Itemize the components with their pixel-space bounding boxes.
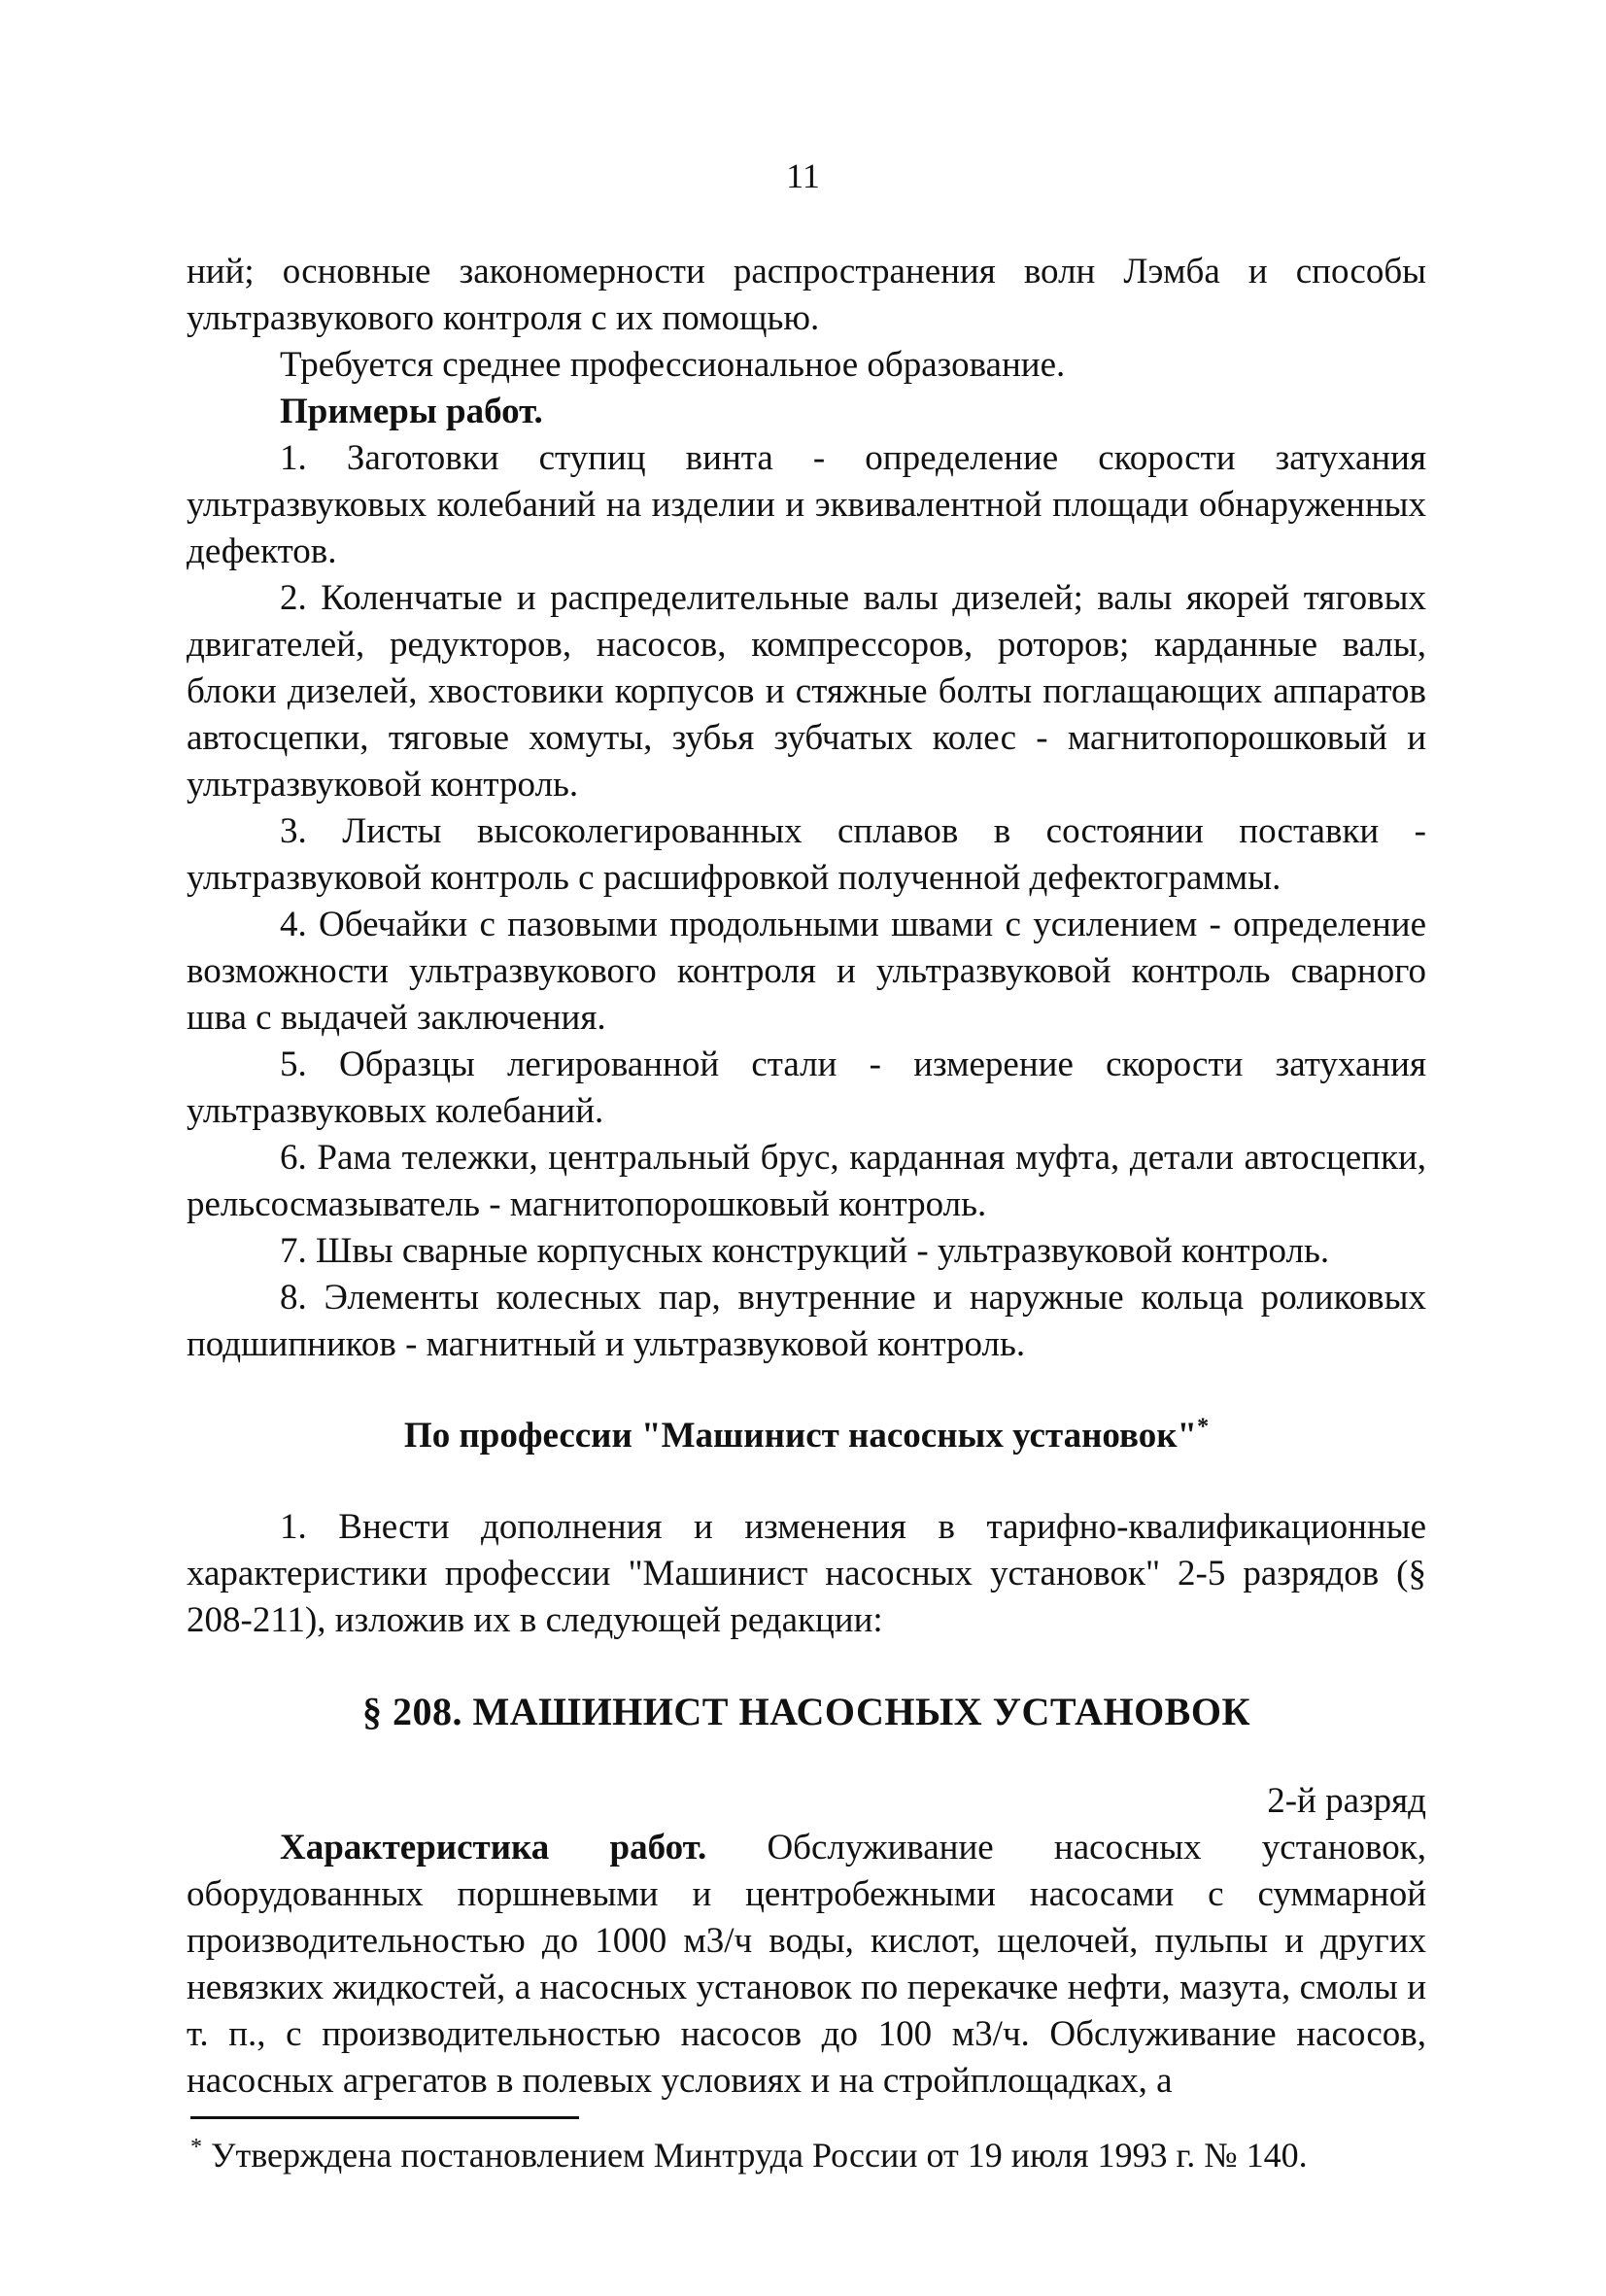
work-characteristics (187, 1825, 1426, 2105)
paragraph: ний; основные закономерности распространения волн Лэмба и способы ультразвукового контроля с их помощью. (187, 252, 1426, 338)
examples-heading: Примеры работ. (280, 392, 543, 431)
work-characteristics-text: Обслуживание насосных установок, оборудованных поршневыми и центробежными насосами с суммарной производительностью до 1000 м3/ч воды, кислот, щелочей, пульпы и других невязких жидкостей, а насосных установок по перекачке нефти, мазута, смолы и т. п., с производительностью насосов до 100 м3/ч. Обслуживание насосов, насосных агрегатов в полевых условиях и на стройплощадках, а (187, 1828, 1426, 2101)
section-heading (187, 1413, 1426, 1459)
footnote-reference: * (1197, 1414, 1210, 1440)
work-characteristics-label: Характеристика работ. (280, 1828, 707, 1868)
paragraph: Требуется среднее профессиональное образование. (280, 345, 1066, 385)
page-number: 11 (786, 156, 820, 195)
footnote-mark: * (190, 2135, 202, 2160)
grade-label: 2-й разряд (1267, 1781, 1426, 1821)
example-item: 4. Обечайки с пазовыми продольными швами с усилением - определение возможности ультразвукового контроля и ультразвуковой контроль сварного шва с выдачей заключения. (187, 905, 1426, 1038)
example-item: 2. Коленчатые и распределительные валы дизелей; валы якорей тяговых двигателей, редукторов, насосов, компрессоров, роторов; карданные валы, блоки дизелей, хвостовики корпусов и стяжные болты поглащающих аппаратов автосцепки, тяговые хомуты, зубья зубчатых колес - магнитопорошковый и ультразвуковой контроль. (187, 578, 1426, 805)
example-item: 3. Листы высоколегированных сплавов в состоянии поставки - ультразвуковой контроль с расшифровкой полученной дефектограммы. (187, 811, 1426, 898)
section-heading-text: По профессии "Машинист насосных установок" (403, 1416, 1198, 1456)
example-item: 1. Заготовки ступиц винта - определение скорости затухания ультразвуковых колебаний на изделии и эквивалентной площади обнаруженных дефектов. (187, 438, 1426, 571)
footnote-text: Утверждена постановлением Минтруда России от 19 июля 1993 г. № 140. (202, 2136, 1308, 2175)
paragraph-heading: § 208. МАШИНИСТ НАСОСНЫХ УСТАНОВОК (362, 1690, 1250, 1733)
section-intro: 1. Внести дополнения и изменения в тарифно-квалификационные характеристики профессии "Машинист насосных установок" 2-5 разрядов (§ 208-211), изложив их в следующей редакции: (187, 1507, 1426, 1640)
footnote (190, 2132, 1426, 2178)
example-item: 8. Элементы колесных пар, внутренние и наружные кольца роликовых подшипников - магнитный и ультразвуковой контроль. (187, 1278, 1426, 1364)
example-item: 7. Швы сварные корпусных конструкций - ультразвуковой контроль. (280, 1231, 1330, 1271)
footnote-divider (190, 2116, 579, 2119)
example-item: 5. Образцы легированной стали - измерение скорости затухания ультразвуковых колебаний. (187, 1045, 1426, 1131)
body-text (187, 249, 1426, 2105)
example-item: 6. Рама тележки, центральный брус, карданная муфта, детали автосцепки, рельсосмазыватель - магнитопорошковый контроль. (187, 1138, 1426, 1224)
